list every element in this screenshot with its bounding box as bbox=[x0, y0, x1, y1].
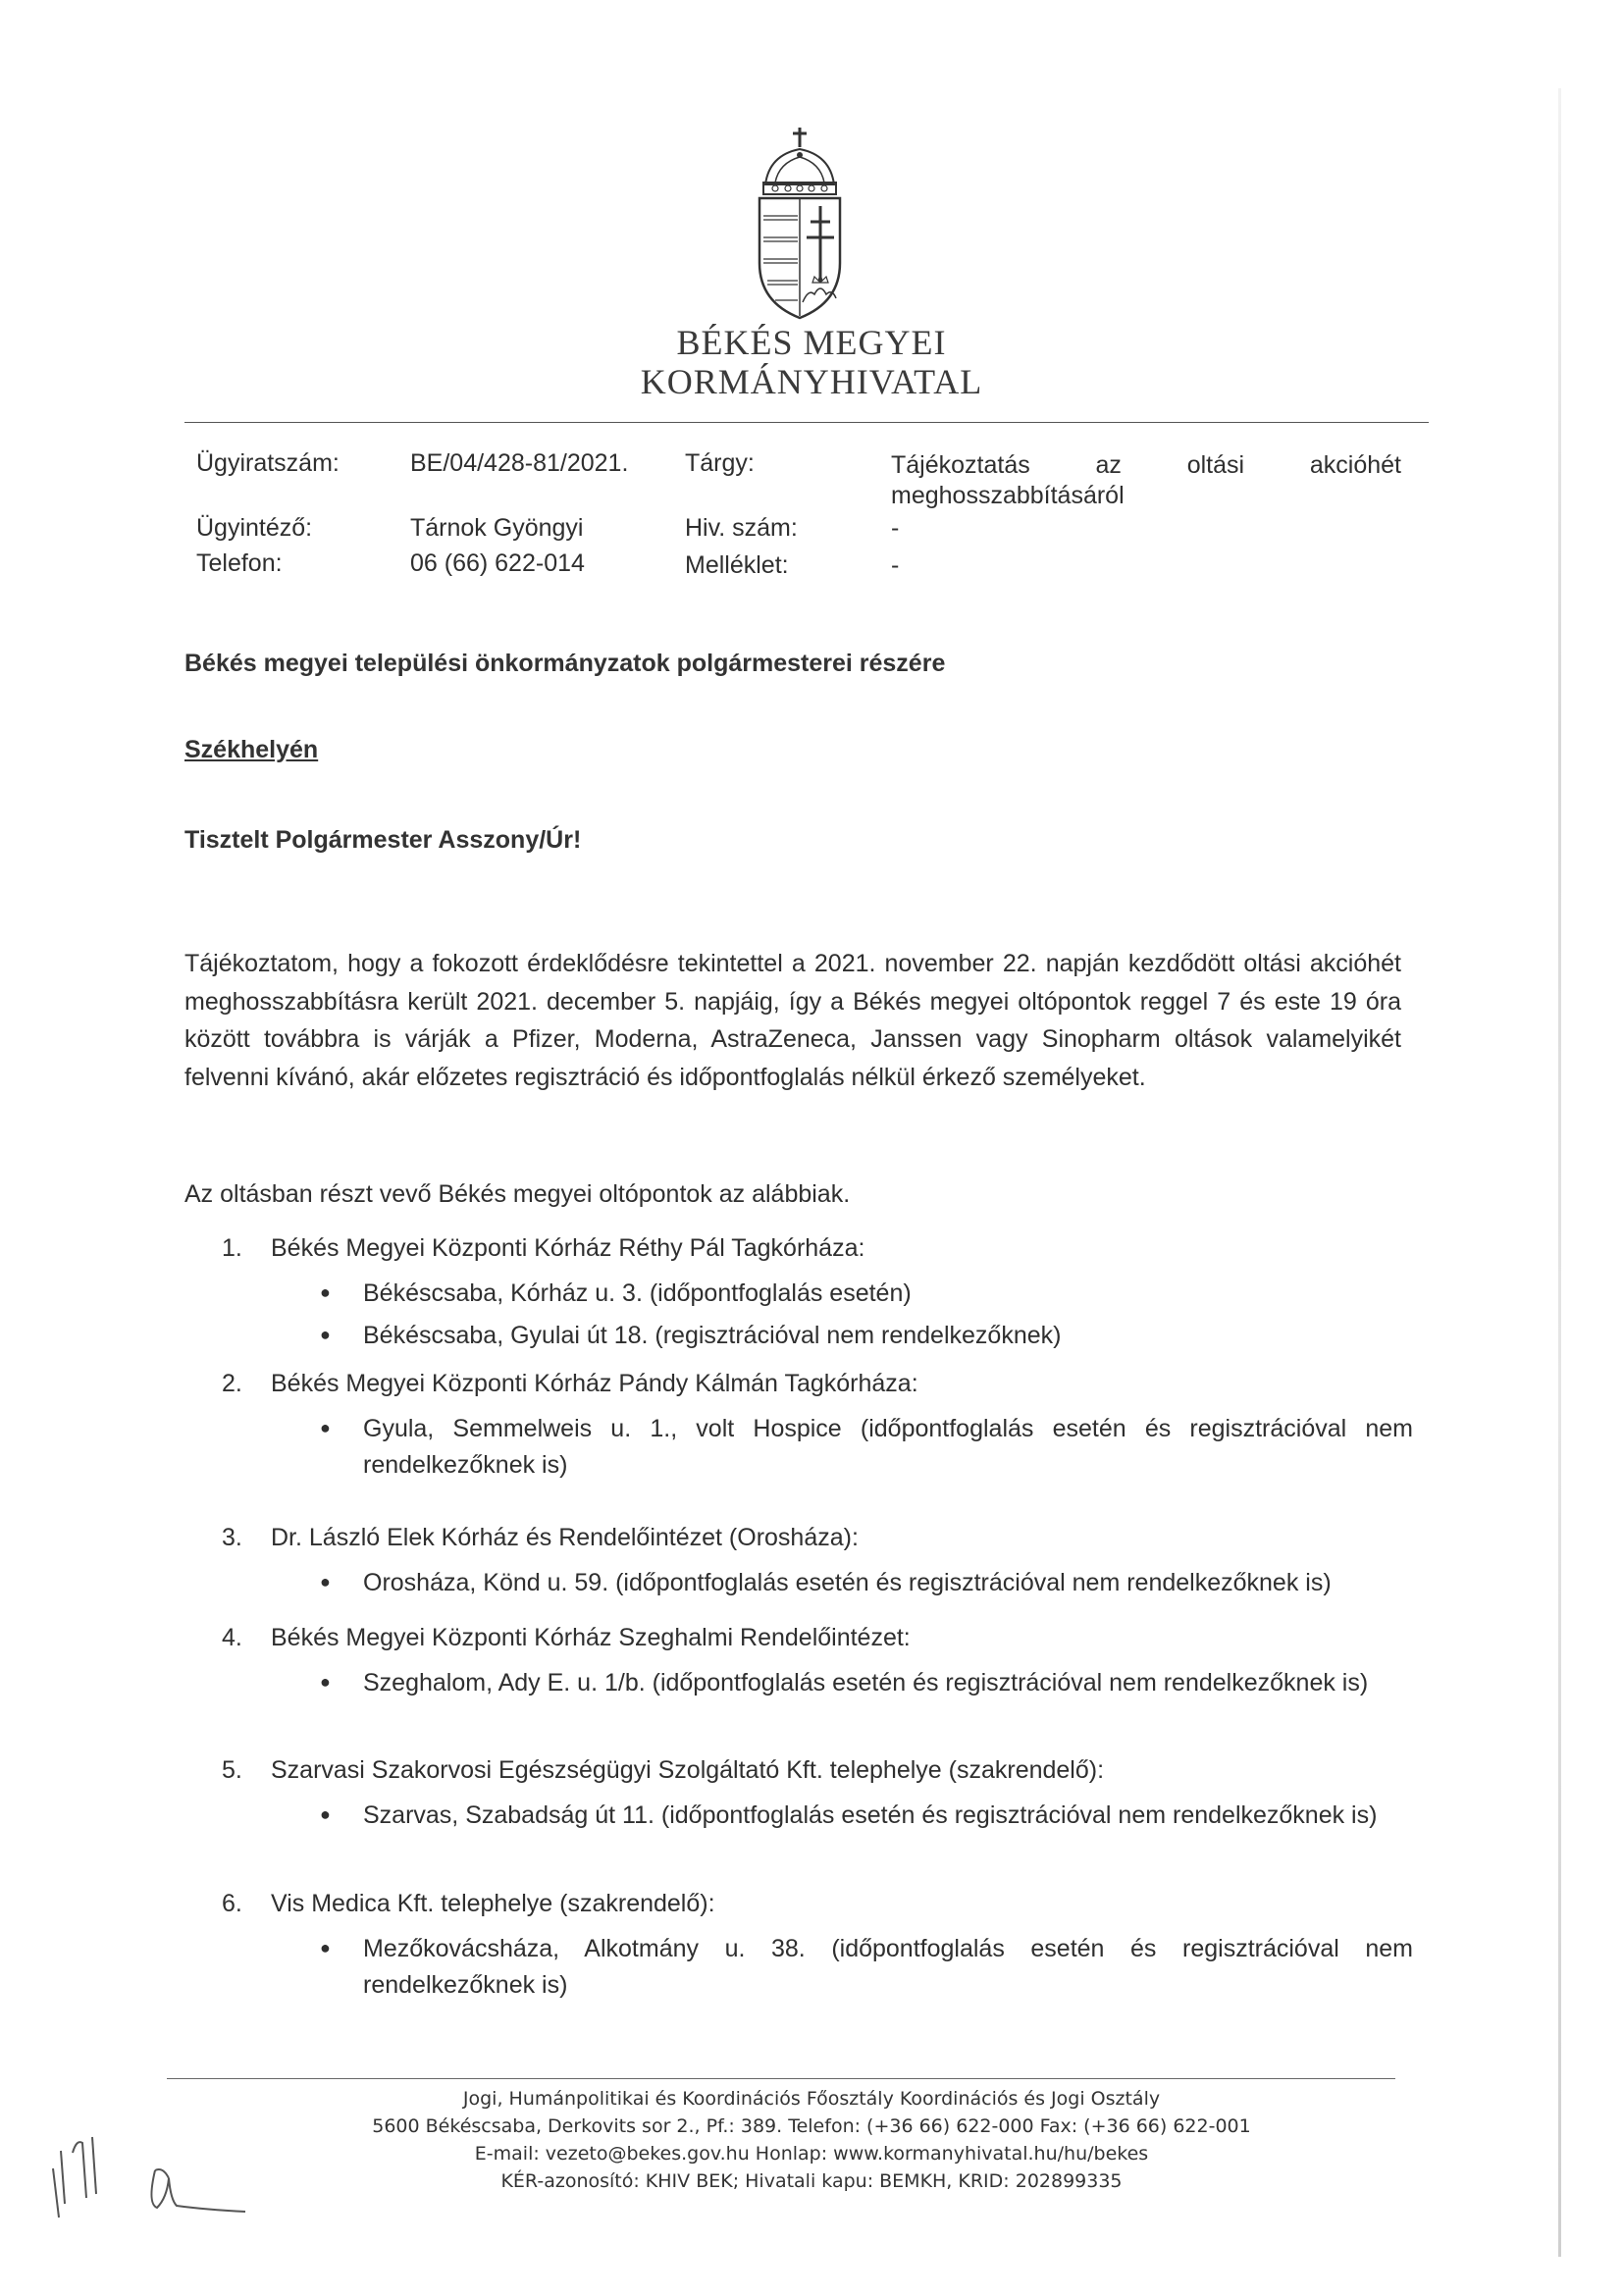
footer-identifiers: KÉR-azonosító: KHIV BEK; Hivatali kapu: BEMKH, KRID: 202899335 bbox=[500, 2170, 1123, 2192]
bullet-icon: ● bbox=[320, 1672, 331, 1692]
organization-name-line2: KORMÁNYHIVATAL bbox=[640, 362, 983, 401]
case-number-label: Ügyiratszám: bbox=[196, 449, 340, 477]
list-item-number: 5. bbox=[222, 1756, 242, 1784]
list-item-number: 2. bbox=[222, 1370, 242, 1397]
body-paragraph: Tájékoztatom, hogy a fokozott érdeklődésre tekintettel a 2021. november 22. napján kezdődött oltási akcióhét meghosszabbításra került 2021. december 5. napjáig, így a Békés megyei oltópontok reggel 7 és este 19 óra között továbbra is várják a Pfizer, Moderna, AstraZeneca, Janssen vagy Sinopharm oltások valamelyikét felvenni kívánó, akár előzetes regisztráció és időpontfoglalás nélkül érkező személyeket. bbox=[184, 950, 1401, 1091]
list-item-number: 4. bbox=[222, 1624, 242, 1651]
handwritten-initials-icon bbox=[39, 2110, 255, 2237]
footer-department: Jogi, Humánpolitikai és Koordinációs Főosztály Koordinációs és Jogi Osztály bbox=[462, 2088, 1161, 2110]
subject-label: Tárgy: bbox=[685, 449, 755, 477]
footer-contact: E-mail: vezeto@bekes.gov.hu Honlap: www.kormanyhivatal.hu/hu/bekes bbox=[474, 2143, 1149, 2165]
list-item-title: Békés Megyei Központi Kórház Szeghalmi Rendelőintézet: bbox=[271, 1624, 911, 1651]
bullet-icon: ● bbox=[320, 1282, 331, 1302]
phone-label: Telefon: bbox=[196, 549, 283, 577]
list-item-number: 3. bbox=[222, 1524, 242, 1551]
list-item-site: Mezőkovácsháza, Alkotmány u. 38. (időpontfoglalás esetén és regisztrációval nem rendelkezőknek is) bbox=[363, 1935, 1413, 1999]
subject-line2: meghosszabbításáról bbox=[891, 482, 1125, 509]
organization-name-line1: BÉKÉS MEGYEI bbox=[676, 323, 947, 362]
bullet-icon: ● bbox=[320, 1418, 331, 1437]
header-divider bbox=[184, 422, 1429, 423]
reference-number-label: Hiv. szám: bbox=[685, 514, 798, 542]
reference-number: - bbox=[891, 514, 900, 542]
body-paragraph: Az oltásban részt vevő Békés megyei oltópontok az alábbiak. bbox=[184, 1180, 851, 1208]
list-item-title: Szarvasi Szakorvosi Egészségügyi Szolgáltató Kft. telephelye (szakrendelő): bbox=[271, 1756, 1105, 1784]
subject-line1: Tájékoztatás az oltási akcióhét bbox=[891, 451, 1401, 479]
list-item-site: Szarvas, Szabadság út 11. (időpontfoglalás esetén és regisztrációval nem rendelkezőknek is) bbox=[363, 1801, 1378, 1829]
salutation: Tisztelt Polgármester Asszony/Úr! bbox=[184, 826, 582, 854]
handler-name: Tárnok Gyöngyi bbox=[410, 514, 584, 542]
list-item-site: Gyula, Semmelweis u. 1., volt Hospice (időpontfoglalás esetén és regisztrációval nem rendelkezőknek is) bbox=[363, 1415, 1413, 1479]
phone-number: 06 (66) 622-014 bbox=[410, 549, 585, 577]
footer-address: 5600 Békéscsaba, Derkovits sor 2., Pf.: 389. Telefon: (+36 66) 622-000 Fax: (+36 66) 622-001 bbox=[372, 2115, 1251, 2137]
list-item-site: Szeghalom, Ady E. u. 1/b. (időpontfoglalás esetén és regisztrációval nem rendelkezőknek is) bbox=[363, 1669, 1369, 1696]
bullet-icon: ● bbox=[320, 1938, 331, 1957]
bullet-icon: ● bbox=[320, 1804, 331, 1824]
attachment-label: Melléklet: bbox=[685, 551, 789, 579]
list-item-number: 6. bbox=[222, 1890, 242, 1917]
list-item-title: Békés Megyei Központi Kórház Pándy Kálmán Tagkórháza: bbox=[271, 1370, 918, 1397]
list-item-site: Békéscsaba, Gyulai út 18. (regisztrációval nem rendelkezőknek) bbox=[363, 1322, 1062, 1349]
handler-label: Ügyintéző: bbox=[196, 514, 313, 542]
hungarian-coat-of-arms-icon bbox=[746, 126, 854, 322]
footer-divider bbox=[167, 2078, 1395, 2079]
bullet-icon: ● bbox=[320, 1572, 331, 1592]
list-item-title: Dr. László Elek Kórház és Rendelőintézet (Orosháza): bbox=[271, 1524, 859, 1551]
list-item-title: Vis Medica Kft. telephelye (szakrendelő): bbox=[271, 1890, 715, 1917]
addressee: Békés megyei települési önkormányzatok polgármesterei részére bbox=[184, 650, 946, 677]
list-item-number: 1. bbox=[222, 1234, 242, 1262]
scan-edge bbox=[1558, 88, 1561, 2257]
attachment-value: - bbox=[891, 551, 900, 579]
bullet-icon: ● bbox=[320, 1325, 331, 1344]
list-item-site: Békéscsaba, Kórház u. 3. (időpontfoglalás esetén) bbox=[363, 1279, 912, 1307]
seat-location: Székhelyén bbox=[184, 736, 319, 763]
list-item-title: Békés Megyei Központi Kórház Réthy Pál Tagkórháza: bbox=[271, 1234, 865, 1262]
case-number: BE/04/428-81/2021. bbox=[410, 449, 629, 477]
list-item-site: Orosháza, Könd u. 59. (időpontfoglalás esetén és regisztrációval nem rendelkezőknek is) bbox=[363, 1569, 1332, 1596]
